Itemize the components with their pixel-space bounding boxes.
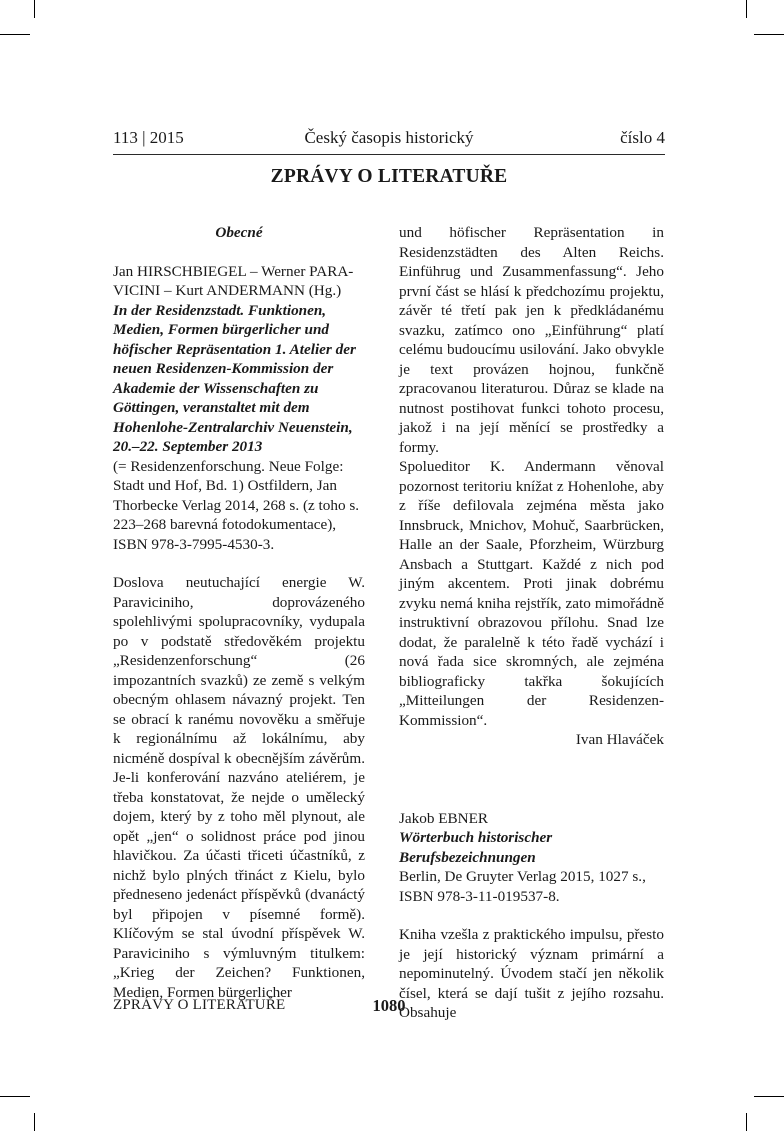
volume-year: 113 | 2015 xyxy=(113,128,184,147)
page-number: 1080 xyxy=(372,996,406,1015)
document-page xyxy=(113,0,665,1131)
review-author: Jakob EBNER xyxy=(399,809,489,827)
crop-mark-left-top xyxy=(0,34,30,35)
review-body-continued: und höfischer Repräsentation in Residenzstädten des Alten Reichs. Einführug und Zusammenfassung“. Jeho první část se hlásí k předchozímu projektu, závěr té třetí pak jen k předkládanému svazku, zatímco ono „Einführung“ platí celému budoucímu usilování. Jako obvykle je text provázen hojnou, funkčně zpracovanou literaturou. Důraz se klade na nutnost postihovat funkci tohoto procesu, jakož i na její měnící se prostředky a formy. xyxy=(399,224,664,456)
book-details: (= Residenzenforschung. Neue Folge: Stadt und Hof, Bd. 1) Ostfildern, Jan Thorbecke Verlag 2014, 268 s. (z toho s. 223–268 barevná fotodokumentace), ISBN 978-3-7995-4530-3. xyxy=(113,457,360,553)
reviewer-name: Ivan Hlaváček xyxy=(575,731,664,748)
crop-mark-bottom-left xyxy=(34,1113,35,1131)
crop-mark-right-top xyxy=(754,34,784,35)
running-header xyxy=(113,128,665,150)
crop-mark-right-bottom xyxy=(754,1096,784,1097)
section-title: ZPRÁVY O LITERATUŘE xyxy=(270,166,508,187)
book-details: Berlin, De Gruyter Verlag 2015, 1027 s., ISBN 978-3-11-019537-8. xyxy=(399,868,646,905)
crop-mark-bottom-right xyxy=(746,1113,747,1131)
review-authors: Jan HIRSCHBIEGEL – Werner PARA-VICINI – Kurt ANDERMANN (Hg.) xyxy=(113,262,354,299)
review-body: Kniha vzešla z praktického impulsu, přesto je její historický význam primární a nepominutelný. Úvodem stačí jen několik čísel, která se dají tušit z jejího rozsahu. Obsahuje xyxy=(399,926,664,1021)
book-title: In der Residenzstadt. Funktionen, Medien, Formen bürgerlicher und höfischer Repräsentation 1. Atelier der neuen Residenzen-Kommission der Akademie der Wissenschaften zu Göttingen, veranstaltet mit dem Hohenlohe-Zentralarchiv Neuenstein, 20.–22. September 2013 xyxy=(113,301,356,455)
crop-mark-left-bottom xyxy=(0,1096,30,1097)
left-column xyxy=(113,223,365,1002)
journal-title: Český časopis historický xyxy=(304,128,474,147)
footer-section-label: ZPRÁVY O LITERATUŘE xyxy=(113,997,286,1013)
category-heading: Obecné xyxy=(215,224,263,241)
review-body: Doslova neutuchající energie W. Paraviciniho, doprovázeného spolehlivými spolupracovníky, vydupala po v podstatě středověkém projektu „Residenzenforschung“ (26 impozantních svazků) ze země s velkým obecným ohlasem návazný projekt. Ten se obrací k ranému novověku a směřuje k regionálnímu až lokálnímu, aby nicméně dospíval k obecnějším závěrům. Je-li konferování nazváno ateliérem, je třeba konstatovat, že nejde o umělecký dojem, který by z toho měl plynout, ale opět „jen“ o solidnost práce pod jinou hlavičkou. Za účasti třiceti účastníků, z nichž bylo plných třináct z Kielu, bylo předneseno jedenáct příspěvků (dvanáctý byl připojen v písemné formě). Klíčovým se stal úvodní příspěvek W. Paraviciniho s výmluvným titulkem: „Krieg der Zeichen? Funktionen, Medien, Formen bürgerlicher xyxy=(113,574,365,1001)
header-rule xyxy=(113,154,665,155)
crop-mark-top-left xyxy=(34,0,35,18)
book-title: Wörterbuch historischer Berufsbezeichnungen xyxy=(399,829,553,866)
review-body-paragraph: Spolueditor K. Andermann věnoval pozornost teritoriu knížat z Hohenlohe, aby z říše defilovala zejména města jako Innsbruck, Mnichov, Mohuč, Saarbrücken, Halle an der Saale, Pforzheim, Würzburg Ansbach a Stuttgart. Každé z nich pod jiným akcentem. Proti jinak dobrému zvyku nemá kniha rejstřík, zato mimořádně instruktivní obrazovou přílohu. Snad lze dodat, že paralelně k této řadě vychází i nová řada sice skromných, ale zejména bibliograficky takřka šokujících „Mitteilungen der Residenzen-Kommission“. xyxy=(399,458,664,729)
right-column xyxy=(399,223,664,1023)
issue-number: číslo 4 xyxy=(620,128,665,147)
crop-mark-top-right xyxy=(746,0,747,18)
